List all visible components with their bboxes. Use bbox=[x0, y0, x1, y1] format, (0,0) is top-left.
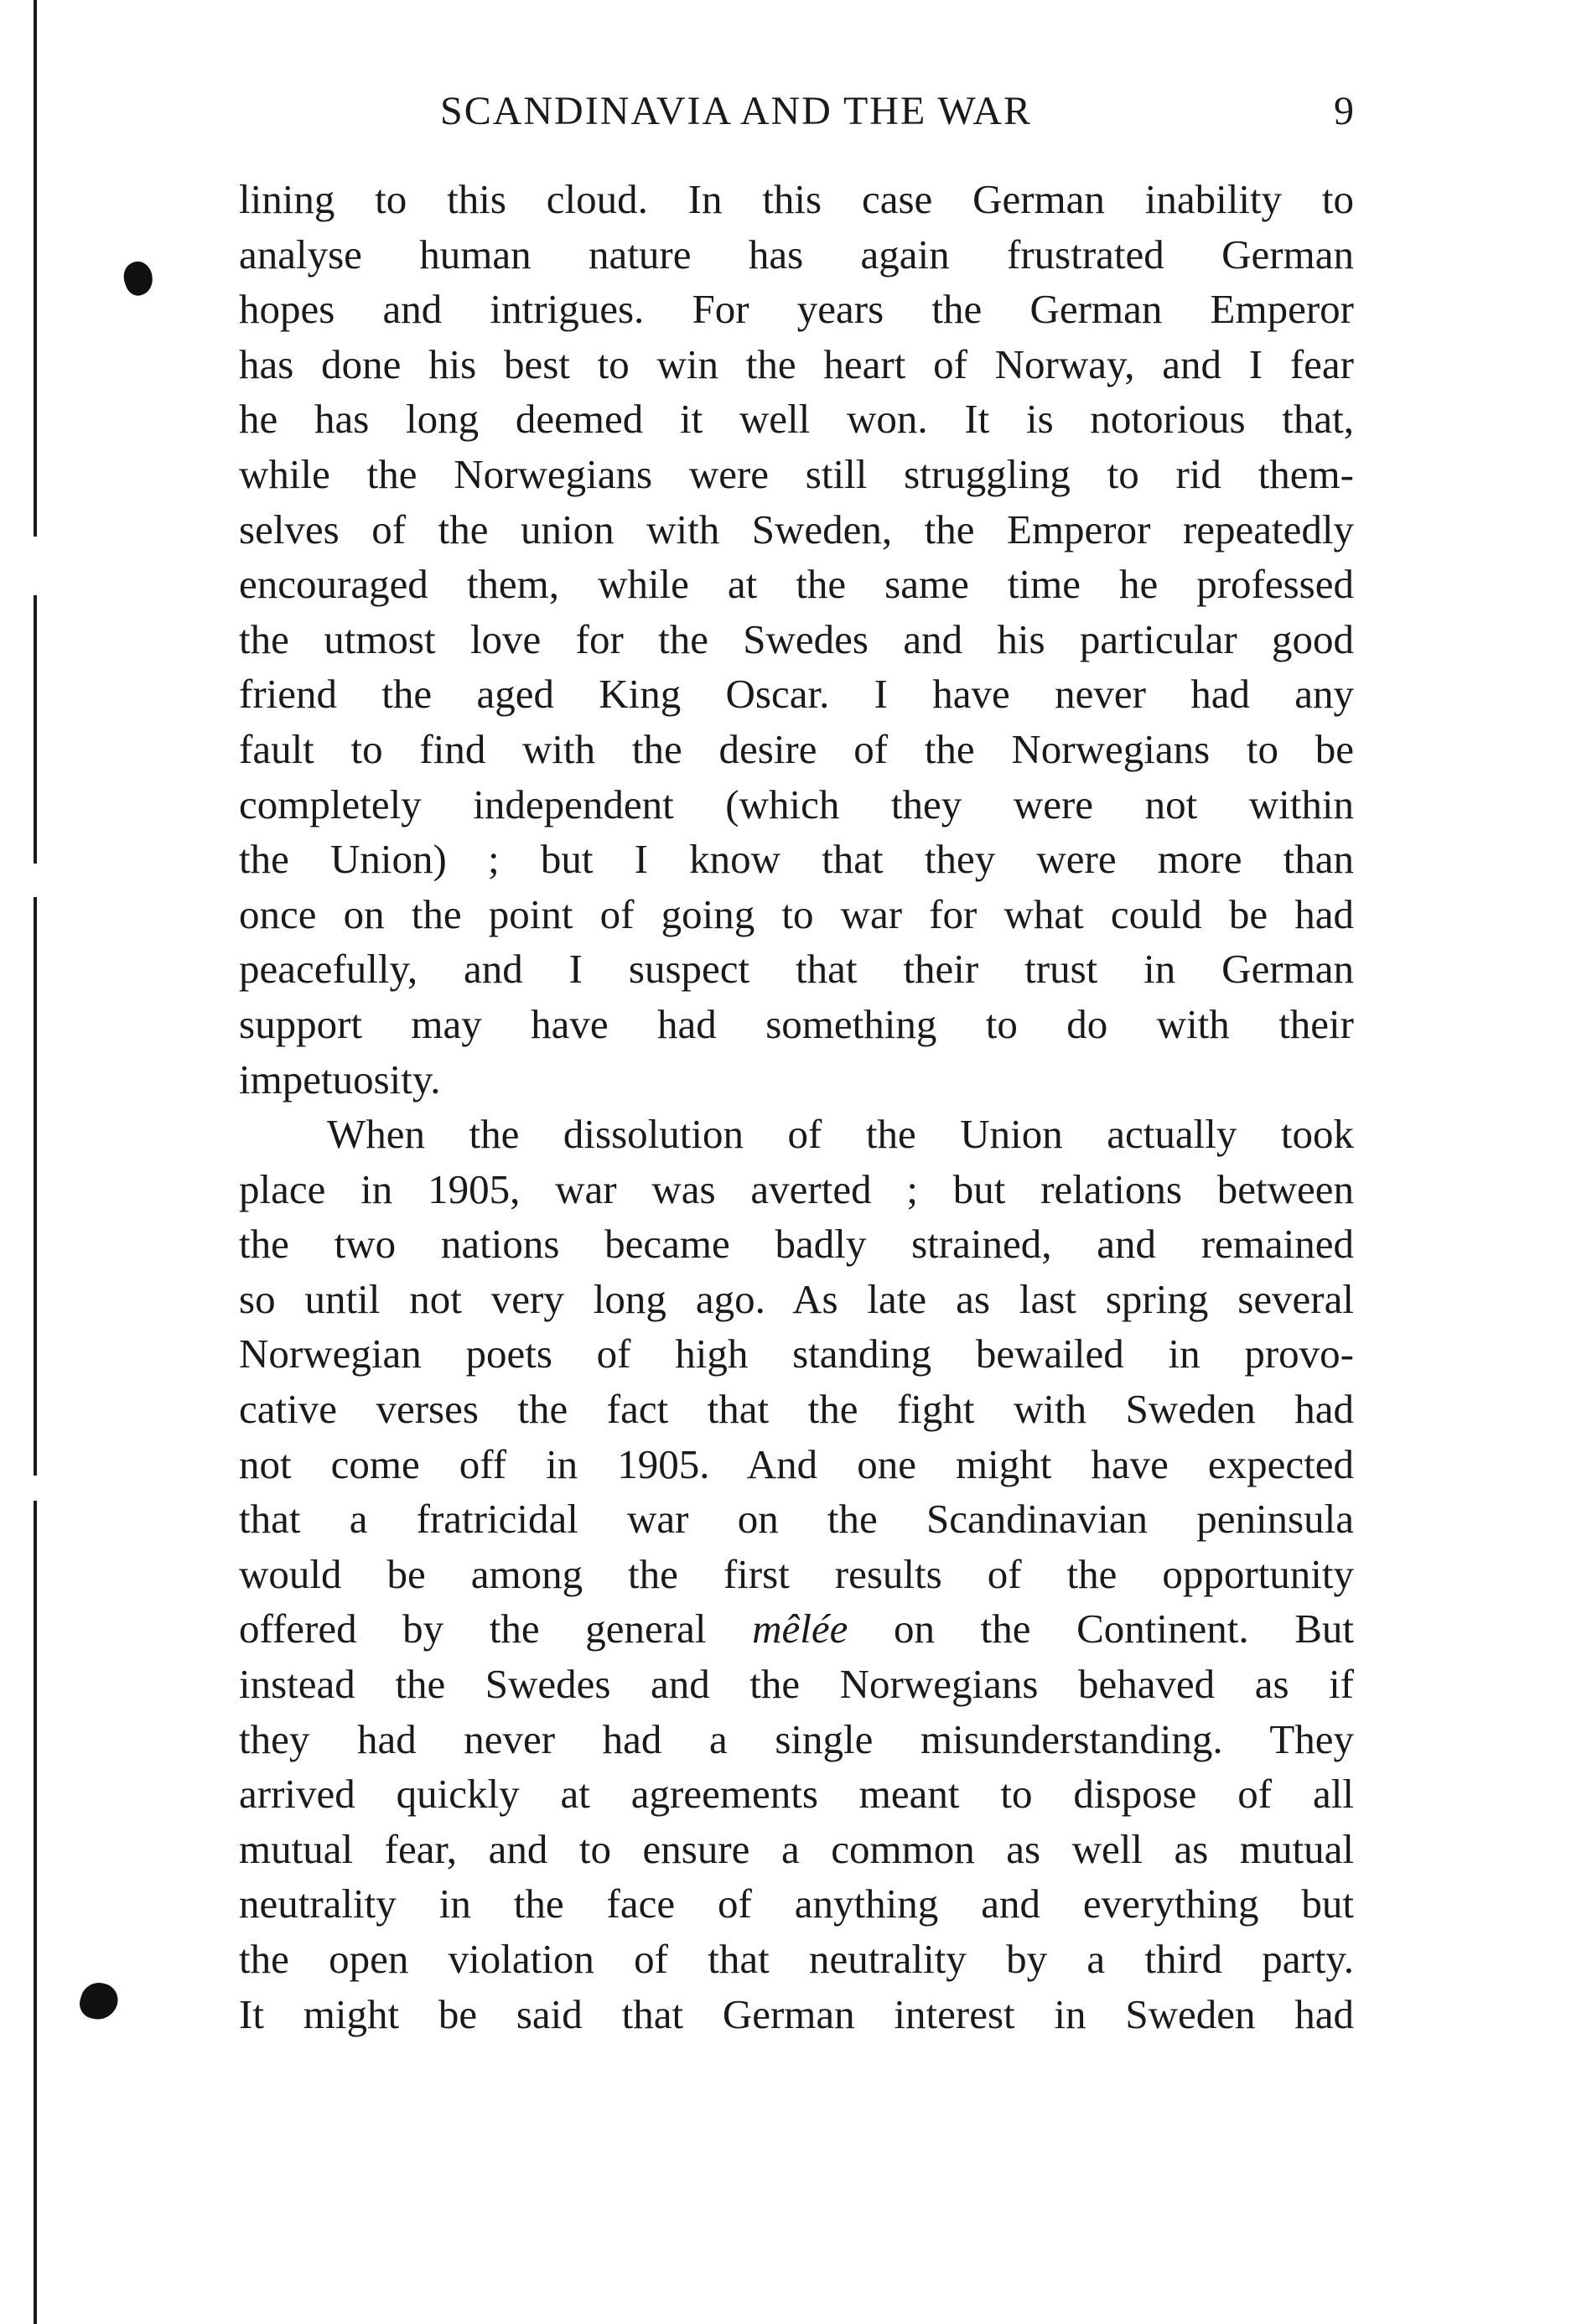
text-line: once on the point of going to war for what could be had bbox=[239, 890, 1354, 937]
text-line: arrived quickly at agreements meant to dispose of all bbox=[239, 1771, 1354, 1818]
text-segment: on the Continent. But bbox=[893, 1606, 1355, 1652]
binding-edge bbox=[34, 0, 37, 2324]
binding-edge-gap bbox=[34, 537, 37, 595]
text-line: Norwegian poets of high standing bewailed in provo- bbox=[239, 1331, 1354, 1377]
running-head bbox=[239, 88, 1354, 147]
text-line: impetuosity. bbox=[239, 1056, 441, 1102]
text-line: cative verses the fact that the fight with Sweden had bbox=[239, 1386, 1354, 1433]
text-line: not come off in 1905. And one might have expected bbox=[239, 1440, 1354, 1487]
text-line: hopes and intrigues. For years the German Emperor bbox=[239, 286, 1354, 333]
text-line: lining to this cloud. In this case German inability to bbox=[239, 176, 1354, 222]
text-line: has done his best to win the heart of Norway, and I fear bbox=[239, 340, 1354, 387]
text-line: the Union) ; but I know that they were more than bbox=[239, 836, 1354, 883]
italic-word: mêlée bbox=[752, 1606, 848, 1652]
text-line: analyse human nature has again frustrated German bbox=[239, 231, 1354, 278]
text-line: they had never had a single misunderstanding. They bbox=[239, 1715, 1354, 1762]
text-line: encouraged them, while at the same time he professed bbox=[239, 561, 1354, 608]
running-title: SCANDINAVIA AND THE WAR bbox=[440, 89, 1033, 133]
ink-blot bbox=[76, 1979, 122, 2024]
binding-edge-gap bbox=[34, 864, 37, 897]
text-line: the utmost love for the Swedes and his particular good bbox=[239, 615, 1354, 662]
text-line: would be among the first results of the opportunity bbox=[239, 1550, 1354, 1597]
text-line: friend the aged King Oscar. I have never had any bbox=[239, 671, 1354, 718]
text-line: neutrality in the face of anything and everything but bbox=[239, 1880, 1354, 1927]
text-line: instead the Swedes and the Norwegians behaved as if bbox=[239, 1661, 1354, 1708]
text-segment: offered by the general bbox=[239, 1606, 707, 1652]
text-line: so until not very long ago. As late as last spring several bbox=[239, 1275, 1354, 1322]
ink-blot bbox=[119, 257, 158, 298]
body-text bbox=[239, 172, 1354, 2041]
binding-edge-gap bbox=[34, 1476, 37, 1501]
text-line: peacefully, and I suspect that their trust in German bbox=[239, 946, 1354, 993]
page-number: 9 bbox=[1334, 89, 1354, 133]
text-line: support may have had something to do with their bbox=[239, 1000, 1354, 1047]
text-line bbox=[239, 1601, 1354, 1657]
text-line: while the Norwegians were still struggling to rid them- bbox=[239, 450, 1354, 497]
text-line: mutual fear, and to ensure a common as well as mutual bbox=[239, 1825, 1354, 1872]
text-line: selves of the union with Sweden, the Emperor repeatedly bbox=[239, 506, 1354, 552]
text-line: fault to find with the desire of the Norwegians to be bbox=[239, 725, 1354, 772]
text-line: the open violation of that neutrality by a third party. bbox=[239, 1936, 1354, 1982]
text-line: the two nations became badly strained, and remained bbox=[239, 1221, 1354, 1268]
text-line: he has long deemed it well won. It is notorious that, bbox=[239, 396, 1354, 443]
text-line: place in 1905, war was averted ; but relations between bbox=[239, 1165, 1354, 1212]
text-line: completely independent (which they were not within bbox=[239, 781, 1354, 827]
text-line: It might be said that German interest in Sweden had bbox=[239, 1990, 1354, 2037]
text-line: When the dissolution of the Union actually took bbox=[327, 1111, 1354, 1158]
text-line: that a fratricidal war on the Scandinavian peninsula bbox=[239, 1496, 1354, 1543]
